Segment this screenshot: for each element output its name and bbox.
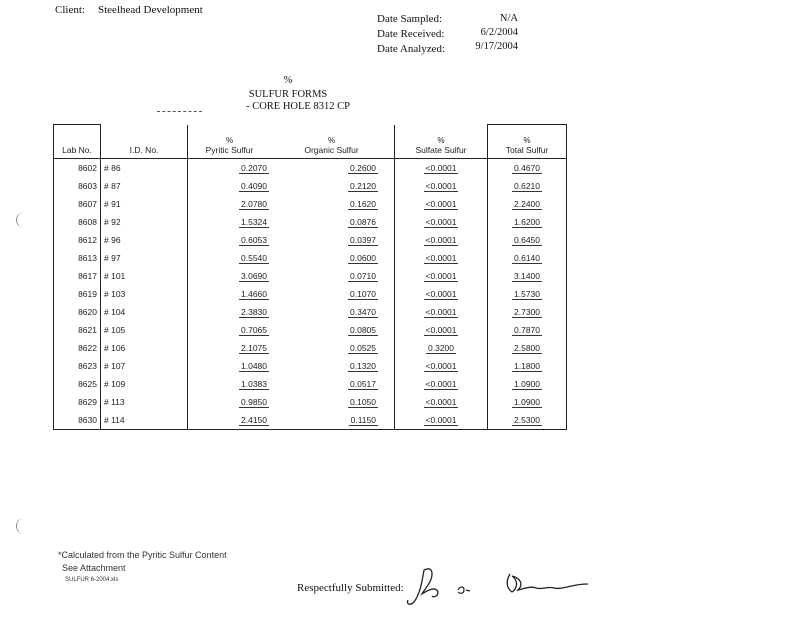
col-total-sulfur: % Total Sulfur [488, 125, 567, 159]
total-sulfur-cell [488, 375, 567, 393]
lab-no-value: 8622 [78, 343, 97, 353]
id-no-value: # 91 [104, 199, 121, 209]
table-row [54, 213, 567, 231]
total-sulfur-cell [488, 393, 567, 411]
sulfate-sulfur-value: <0.0001 [425, 235, 457, 245]
submitted-label: Respectfully Submitted: [297, 582, 404, 594]
total-sulfur-cell [488, 177, 567, 195]
total-sulfur-value: 1.0900 [514, 379, 540, 389]
total-sulfur-value: 0.6140 [514, 253, 540, 263]
pyritic-sulfur-cell [188, 213, 284, 231]
pyritic-sulfur-cell [188, 267, 284, 285]
id-no-value: # 107 [104, 361, 126, 371]
sulfate-sulfur-cell [395, 195, 488, 213]
pyritic-sulfur-value: 0.5540 [241, 253, 267, 263]
organic-sulfur-cell [283, 375, 395, 393]
id-no-value: # 114 [104, 415, 125, 425]
id-no-value: # 106 [104, 343, 126, 353]
id-no-cell [101, 357, 188, 375]
table-header-row [54, 125, 567, 159]
date-analyzed-value: 9/17/2004 [475, 41, 518, 52]
sulfate-sulfur-value: <0.0001 [425, 253, 457, 263]
total-sulfur-cell [488, 321, 567, 339]
lab-no-cell [54, 393, 101, 411]
organic-sulfur-cell [283, 159, 395, 178]
table-row [54, 231, 567, 249]
id-no-cell [101, 375, 188, 393]
organic-sulfur-value: 0.0710 [350, 271, 376, 281]
organic-sulfur-cell [283, 411, 395, 430]
organic-sulfur-cell [283, 231, 395, 249]
id-no-cell [101, 393, 188, 411]
organic-sulfur-value: 0.0805 [350, 325, 376, 335]
id-no-cell [101, 159, 188, 178]
total-sulfur-cell [488, 411, 567, 430]
pyritic-sulfur-value: 0.6053 [241, 235, 267, 245]
total-sulfur-value: 0.4670 [514, 163, 540, 173]
sulfate-sulfur-value: <0.0001 [425, 163, 457, 173]
id-no-cell [101, 249, 188, 267]
pyritic-sulfur-value: 0.4090 [241, 181, 267, 191]
organic-sulfur-value: 0.0397 [350, 235, 376, 245]
col-sulfate-sulfur: % Sulfate Sulfur [395, 125, 488, 159]
sulfate-sulfur-value: <0.0001 [425, 217, 457, 227]
lab-no-cell [54, 159, 101, 178]
col-id-no: I.D. No. [101, 125, 188, 159]
pyritic-sulfur-value: 1.0383 [241, 379, 267, 389]
sulfate-sulfur-cell [395, 303, 488, 321]
id-no-cell [101, 321, 188, 339]
id-no-value: # 87 [104, 181, 121, 191]
date-received-value: 6/2/2004 [480, 27, 518, 38]
total-sulfur-value: 1.1800 [514, 361, 540, 371]
pyritic-sulfur-value: 1.5324 [241, 217, 267, 227]
organic-sulfur-cell [283, 321, 395, 339]
id-no-value: # 86 [104, 163, 121, 173]
pyritic-sulfur-value: 2.4150 [241, 415, 267, 425]
sulfate-sulfur-value: <0.0001 [425, 271, 457, 281]
signature-first-name [407, 569, 438, 604]
pyritic-sulfur-value: 2.0780 [241, 199, 267, 209]
organic-sulfur-cell [283, 177, 395, 195]
lab-no-value: 8623 [78, 361, 97, 371]
sulfate-sulfur-cell [395, 375, 488, 393]
pyritic-sulfur-cell [188, 357, 284, 375]
organic-sulfur-cell [283, 213, 395, 231]
pyritic-sulfur-value: 0.9850 [241, 397, 267, 407]
sulfate-sulfur-cell [395, 249, 488, 267]
id-no-value: # 109 [104, 379, 126, 389]
sulfate-sulfur-value: <0.0001 [425, 325, 457, 335]
pyritic-sulfur-cell [188, 159, 284, 178]
lab-no-cell [54, 339, 101, 357]
sulfate-sulfur-cell [395, 213, 488, 231]
date-sampled-value: N/A [499, 13, 518, 24]
pyritic-sulfur-cell [188, 375, 284, 393]
sulfate-sulfur-cell [395, 159, 488, 178]
lab-no-value: 8617 [78, 271, 97, 281]
col-lab-no: Lab No. [54, 125, 101, 159]
pyritic-sulfur-value: 3.0690 [241, 271, 267, 281]
pyritic-sulfur-value: 1.4660 [241, 289, 267, 299]
id-no-cell [101, 285, 188, 303]
total-sulfur-cell [488, 303, 567, 321]
lab-no-cell [54, 411, 101, 430]
organic-sulfur-value: 0.0600 [350, 253, 376, 263]
sulfate-sulfur-value: <0.0001 [425, 361, 457, 371]
lab-no-cell [54, 267, 101, 285]
id-no-cell [101, 195, 188, 213]
total-sulfur-cell [488, 249, 567, 267]
id-no-value: # 92 [104, 217, 121, 227]
pyritic-sulfur-cell [188, 303, 284, 321]
total-sulfur-value: 1.0900 [514, 397, 540, 407]
pyritic-sulfur-cell [188, 195, 284, 213]
footnote-filename: SULFUR 6-2004.xls [65, 577, 119, 583]
id-no-cell [101, 231, 188, 249]
organic-sulfur-value: 0.0517 [350, 379, 376, 389]
sulfate-sulfur-cell [395, 177, 488, 195]
total-sulfur-value: 3.1400 [514, 271, 540, 281]
lab-no-value: 8630 [78, 415, 97, 425]
table-row [54, 267, 567, 285]
lab-no-value: 8608 [78, 217, 97, 227]
signature-last-name [507, 574, 588, 592]
pyritic-sulfur-cell [188, 339, 284, 357]
organic-sulfur-value: 0.2120 [350, 181, 376, 191]
lab-no-value: 8625 [78, 379, 97, 389]
organic-sulfur-value: 0.2600 [350, 163, 376, 173]
sulfate-sulfur-cell [395, 321, 488, 339]
id-no-cell [101, 177, 188, 195]
lab-no-value: 8619 [78, 289, 97, 299]
sulfate-sulfur-cell [395, 357, 488, 375]
pyritic-sulfur-cell [188, 231, 284, 249]
table-row [54, 249, 567, 267]
lab-no-value: 8602 [78, 163, 97, 173]
organic-sulfur-cell [283, 339, 395, 357]
report-title: SULFUR FORMS [248, 89, 328, 100]
pyritic-sulfur-cell [188, 177, 284, 195]
sulfate-sulfur-value: <0.0001 [425, 379, 457, 389]
sulfur-forms-table [53, 124, 567, 430]
footnote-calculated: *Calculated from the Pyritic Sulfur Content [58, 550, 227, 560]
organic-sulfur-cell [283, 303, 395, 321]
lab-no-cell [54, 213, 101, 231]
total-sulfur-value: 2.5300 [514, 415, 540, 425]
sulfate-sulfur-cell [395, 267, 488, 285]
total-sulfur-value: 1.5730 [514, 289, 540, 299]
sulfate-sulfur-cell [395, 411, 488, 430]
id-no-value: # 96 [104, 235, 121, 245]
pyritic-sulfur-value: 0.2070 [241, 163, 267, 173]
id-no-value: # 113 [104, 397, 125, 407]
pyritic-sulfur-cell [188, 321, 284, 339]
sulfate-sulfur-value: 0.3200 [428, 343, 454, 353]
col-pyritic-sulfur: % Pyritic Sulfur [188, 125, 284, 159]
lab-no-cell [54, 357, 101, 375]
id-no-value: # 105 [104, 325, 126, 335]
total-sulfur-value: 2.2400 [514, 199, 540, 209]
total-sulfur-cell [488, 159, 567, 178]
total-sulfur-value: 0.7870 [514, 325, 540, 335]
id-no-cell [101, 303, 188, 321]
pyritic-sulfur-cell [188, 411, 284, 430]
total-sulfur-cell [488, 213, 567, 231]
footnote-attachment: See Attachment [62, 563, 126, 573]
lab-no-value: 8612 [78, 235, 97, 245]
sulfate-sulfur-value: <0.0001 [425, 415, 457, 425]
total-sulfur-cell [488, 267, 567, 285]
id-no-cell [101, 339, 188, 357]
date-sampled-label: Date Sampled: [377, 13, 443, 25]
id-no-cell [101, 267, 188, 285]
organic-sulfur-value: 0.0525 [350, 343, 376, 353]
total-sulfur-value: 2.7300 [514, 307, 540, 317]
table-row [54, 375, 567, 393]
date-received-label: Date Received: [377, 28, 445, 40]
lab-no-cell [54, 375, 101, 393]
organic-sulfur-cell [283, 195, 395, 213]
organic-sulfur-value: 0.3470 [350, 307, 376, 317]
lab-no-value: 8621 [78, 325, 97, 335]
table-row [54, 339, 567, 357]
table-row [54, 159, 567, 178]
organic-sulfur-cell [283, 357, 395, 375]
table-row [54, 393, 567, 411]
report-subtitle: - CORE HOLE 8312 CP [246, 101, 350, 112]
lab-no-cell [54, 303, 101, 321]
table-row [54, 285, 567, 303]
binder-hole [16, 518, 27, 534]
lab-no-value: 8620 [78, 307, 97, 317]
organic-sulfur-value: 0.0876 [350, 217, 376, 227]
sulfate-sulfur-value: <0.0001 [425, 289, 457, 299]
organic-sulfur-cell [283, 285, 395, 303]
signature-initial [458, 587, 470, 593]
sulfate-sulfur-cell [395, 285, 488, 303]
table-row [54, 321, 567, 339]
pyritic-sulfur-cell [188, 285, 284, 303]
date-analyzed-label: Date Analyzed: [377, 43, 446, 55]
sulfate-sulfur-value: <0.0001 [425, 397, 457, 407]
signature [402, 560, 594, 612]
total-sulfur-cell [488, 357, 567, 375]
lab-no-value: 8629 [78, 397, 97, 407]
organic-sulfur-cell [283, 267, 395, 285]
lab-no-cell [54, 177, 101, 195]
client-value: Steelhead Development [98, 4, 203, 16]
pyritic-sulfur-value: 2.1075 [241, 343, 267, 353]
table-row [54, 177, 567, 195]
id-no-value: # 101 [104, 271, 126, 281]
lab-no-value: 8607 [78, 199, 97, 209]
total-sulfur-cell [488, 195, 567, 213]
pyritic-sulfur-cell [188, 249, 284, 267]
pyritic-sulfur-cell [188, 393, 284, 411]
organic-sulfur-value: 0.1620 [350, 199, 376, 209]
title-rule [157, 111, 202, 112]
client-label: Client: [55, 4, 85, 16]
lab-no-value: 8603 [78, 181, 97, 191]
id-no-cell [101, 411, 188, 430]
pyritic-sulfur-value: 0.7065 [241, 325, 267, 335]
lab-no-cell [54, 249, 101, 267]
pyritic-sulfur-value: 1.0480 [241, 361, 267, 371]
id-no-value: # 104 [104, 307, 126, 317]
lab-no-cell [54, 285, 101, 303]
binder-hole [16, 212, 27, 228]
organic-sulfur-value: 0.1150 [350, 415, 376, 425]
col-organic-sulfur: % Organic Sulfur [283, 125, 395, 159]
pyritic-sulfur-value: 2.3830 [241, 307, 267, 317]
sulfate-sulfur-cell [395, 339, 488, 357]
lab-no-cell [54, 321, 101, 339]
sulfate-sulfur-value: <0.0001 [425, 181, 457, 191]
table-row [54, 357, 567, 375]
total-sulfur-cell [488, 231, 567, 249]
sulfate-sulfur-value: <0.0001 [425, 307, 457, 317]
total-sulfur-value: 2.5800 [514, 343, 540, 353]
lab-no-cell [54, 231, 101, 249]
table-row [54, 303, 567, 321]
title-percent: % [283, 75, 293, 86]
table-row [54, 411, 567, 430]
organic-sulfur-value: 0.1050 [350, 397, 376, 407]
total-sulfur-cell [488, 339, 567, 357]
id-no-value: # 97 [104, 253, 121, 263]
lab-no-cell [54, 195, 101, 213]
organic-sulfur-cell [283, 393, 395, 411]
id-no-value: # 103 [104, 289, 126, 299]
sulfate-sulfur-value: <0.0001 [425, 199, 457, 209]
organic-sulfur-cell [283, 249, 395, 267]
organic-sulfur-value: 0.1070 [350, 289, 376, 299]
organic-sulfur-value: 0.1320 [350, 361, 376, 371]
sulfate-sulfur-cell [395, 393, 488, 411]
total-sulfur-value: 0.6450 [514, 235, 540, 245]
id-no-cell [101, 213, 188, 231]
total-sulfur-cell [488, 285, 567, 303]
lab-no-value: 8613 [78, 253, 97, 263]
table-row [54, 195, 567, 213]
total-sulfur-value: 1.6200 [514, 217, 540, 227]
total-sulfur-value: 0.6210 [514, 181, 540, 191]
sulfate-sulfur-cell [395, 231, 488, 249]
